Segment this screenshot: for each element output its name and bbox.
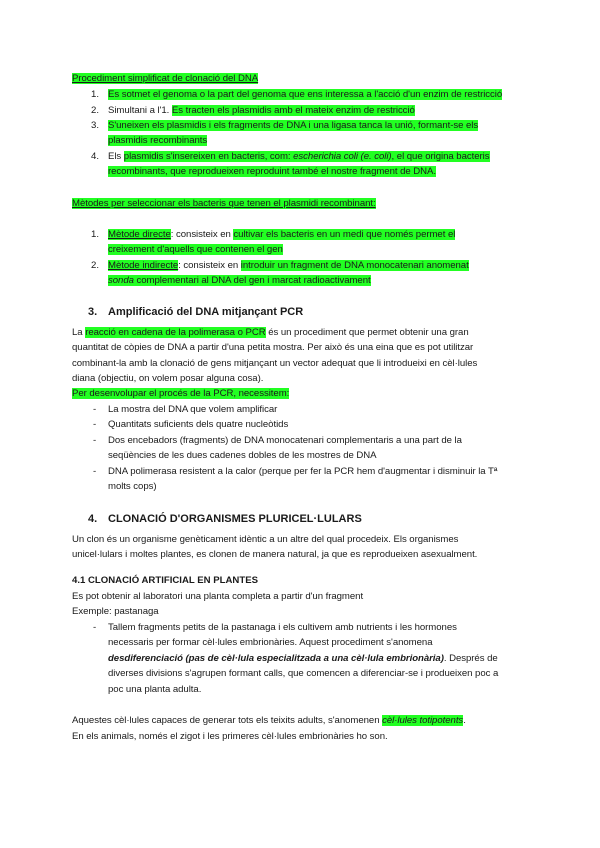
list-number: 4.	[91, 151, 100, 162]
list-item-term: Mètode indirecte	[108, 260, 179, 271]
list-item	[108, 118, 478, 134]
list-item	[108, 87, 502, 103]
paragraph-line: unicel·lulars i moltes plantes, es clonen de manera natural, ja que es reprodueixen asexualment.	[72, 549, 478, 560]
list-item	[108, 103, 415, 119]
list-number: 1.	[91, 89, 100, 100]
paragraph-text: La	[72, 327, 86, 338]
paragraph-line: Exemple: pastanaga	[72, 606, 159, 617]
bullet-bold-italic: desdiferenciació (pas de cèl·lula especialitzada a una cèl·lula embrionària)	[108, 653, 444, 664]
list-item-text: creixement d'aquells que contenen el gen	[108, 244, 283, 255]
list-number: 3.	[91, 120, 100, 131]
bullet-dash: -	[93, 466, 97, 477]
paragraph-highlight: cèl·lules totipotents	[382, 715, 464, 726]
list-item-text: S'uneixen els plasmidis i els fragments de DNA i una ligasa tanca la unió, formant-se els	[108, 120, 479, 131]
list-item-continuation	[108, 133, 207, 149]
paragraph-text: .	[463, 715, 466, 726]
list-item-continuation	[108, 164, 436, 180]
paragraph-line	[72, 386, 289, 402]
subheading-clonacio-plantes: 4.1 CLONACIÓ ARTIFICIAL EN PLANTES	[72, 575, 259, 586]
bullet-item-continuation: molts cops)	[108, 481, 157, 492]
list-item	[108, 149, 490, 165]
heading-number: 3.	[88, 306, 98, 318]
list-item-highlight: introduir un fragment de DNA monocatenari anomenat	[240, 260, 469, 271]
bullet-item: La mostra del DNA que volem amplificar	[108, 404, 278, 415]
bullet-dash: -	[93, 404, 97, 415]
list-item-term: Mètode directe	[108, 229, 171, 240]
list-item-highlight: complementari al DNA del gen i marcat radioactivament	[133, 275, 371, 286]
bullet-dash: -	[93, 622, 97, 633]
heading-number: 4.	[88, 513, 98, 525]
paragraph-line: Un clon és un organisme genèticament idèntic a un altre del qual procedeix. Els organismes	[72, 534, 459, 545]
bullet-item: Dos encebadors (fragments) de DNA monocatenari complementaris a una part de la	[108, 435, 462, 446]
paragraph-line: En els animals, només el zigot i les primeres cèl·lules embrionàries ho son.	[72, 731, 388, 742]
bullet-item-continuation: diverses divisions s'agrupen formant calls, que comencen a diferenciar-se i produeixen poc a	[108, 668, 499, 679]
list-item-continuation	[108, 242, 283, 258]
section-title-metodes	[72, 196, 376, 212]
bullet-item: DNA polimerasa resistent a la calor (perque per fer la PCR hem d'augmentar i disminuir la Tª	[108, 466, 498, 477]
list-item-text: recombinants, que reprodueixen reproduint també el nostre fragment de DNA.	[108, 166, 437, 177]
bullet-item-continuation: necessaris per formar cèl·lules embrionàries. Aquest procediment s'anomena	[108, 637, 433, 648]
section-title-text: Mètodes per seleccionar els bacteris que tenen el plasmidi recombinant:	[72, 198, 376, 209]
list-item-text: Simultani a l'1.	[108, 105, 172, 116]
bullet-item: Quantitats suficients dels quatre nucleòtids	[108, 419, 289, 430]
list-item-text: Es sotmet el genoma o la part del genoma que ens interessa a l'acció d'un enzim de restricció	[108, 89, 503, 100]
list-item-continuation	[108, 273, 371, 289]
paragraph-line: combinant-la amb la clonació de gens mitjançant un vector adequat que li introdueixi en cèl·lules	[72, 358, 478, 369]
bullet-dash: -	[93, 435, 97, 446]
bullet-item-continuation: poc una planta adulta.	[108, 684, 202, 695]
list-item	[108, 227, 455, 243]
paragraph-line: quantitat de còpies de DNA a partir d'una petita mostra. Per això és una eina que es pot utilitzar	[72, 342, 474, 353]
section-title-clonacio	[72, 71, 258, 87]
bullet-item-continuation	[108, 651, 498, 667]
list-item-italic: sonda	[108, 275, 134, 286]
list-item-highlight: , el que origina bacteris	[391, 151, 490, 162]
section-title-text: Procediment simplificat de clonació del DNA	[72, 73, 259, 84]
paragraph-line	[72, 325, 469, 341]
paragraph-line: Es pot obtenir al laboratori una planta completa a partir d'un fragment	[72, 591, 364, 602]
bullet-text: . Després de	[443, 653, 498, 664]
paragraph-line: diana (objectiu, on volem posar alguna cosa).	[72, 373, 264, 384]
list-item-text: : consisteix en	[170, 229, 234, 240]
paragraph-highlight: Per desenvolupar el procés de la PCR, necessitem:	[72, 388, 290, 399]
list-number: 2.	[91, 260, 100, 271]
bullet-item: Tallem fragments petits de la pastanaga i els cultivem amb nutrients i les hormones	[108, 622, 457, 633]
paragraph-text: Aquestes cèl·lules capaces de generar tots els teixits adults, s'anomenen	[72, 715, 383, 726]
paragraph-highlight: reacció en cadena de la polimerasa o PCR	[85, 327, 266, 338]
list-item-highlight: plasmidis s'insereixen en bacteris, com:	[123, 151, 294, 162]
list-item-text: : consisteix en	[178, 260, 241, 271]
bullet-item-continuation: seqüències de les dues cadenes dobles de les mostres de DNA	[108, 450, 377, 461]
list-number: 2.	[91, 105, 100, 116]
list-item-highlight: Es tracten els plasmidis amb el mateix enzim de restricció	[171, 105, 415, 116]
list-item-text: plasmidis recombinants	[108, 135, 208, 146]
paragraph-text: és un procediment que permet obtenir una gran	[265, 327, 469, 338]
heading-pcr: Amplificació del DNA mitjançant PCR	[108, 306, 304, 318]
paragraph-line	[72, 713, 466, 729]
list-item-italic: escherichia coli (e. coli)	[293, 151, 392, 162]
list-item-text: Els	[108, 151, 124, 162]
list-number: 1.	[91, 229, 100, 240]
list-item	[108, 258, 469, 274]
bullet-dash: -	[93, 419, 97, 430]
heading-clonacio-organismes: CLONACIÓ D'ORGANISMES PLURICEL·LULARS	[108, 513, 362, 525]
list-item-highlight: cultivar els bacteris en un medi que només permet el	[233, 229, 456, 240]
